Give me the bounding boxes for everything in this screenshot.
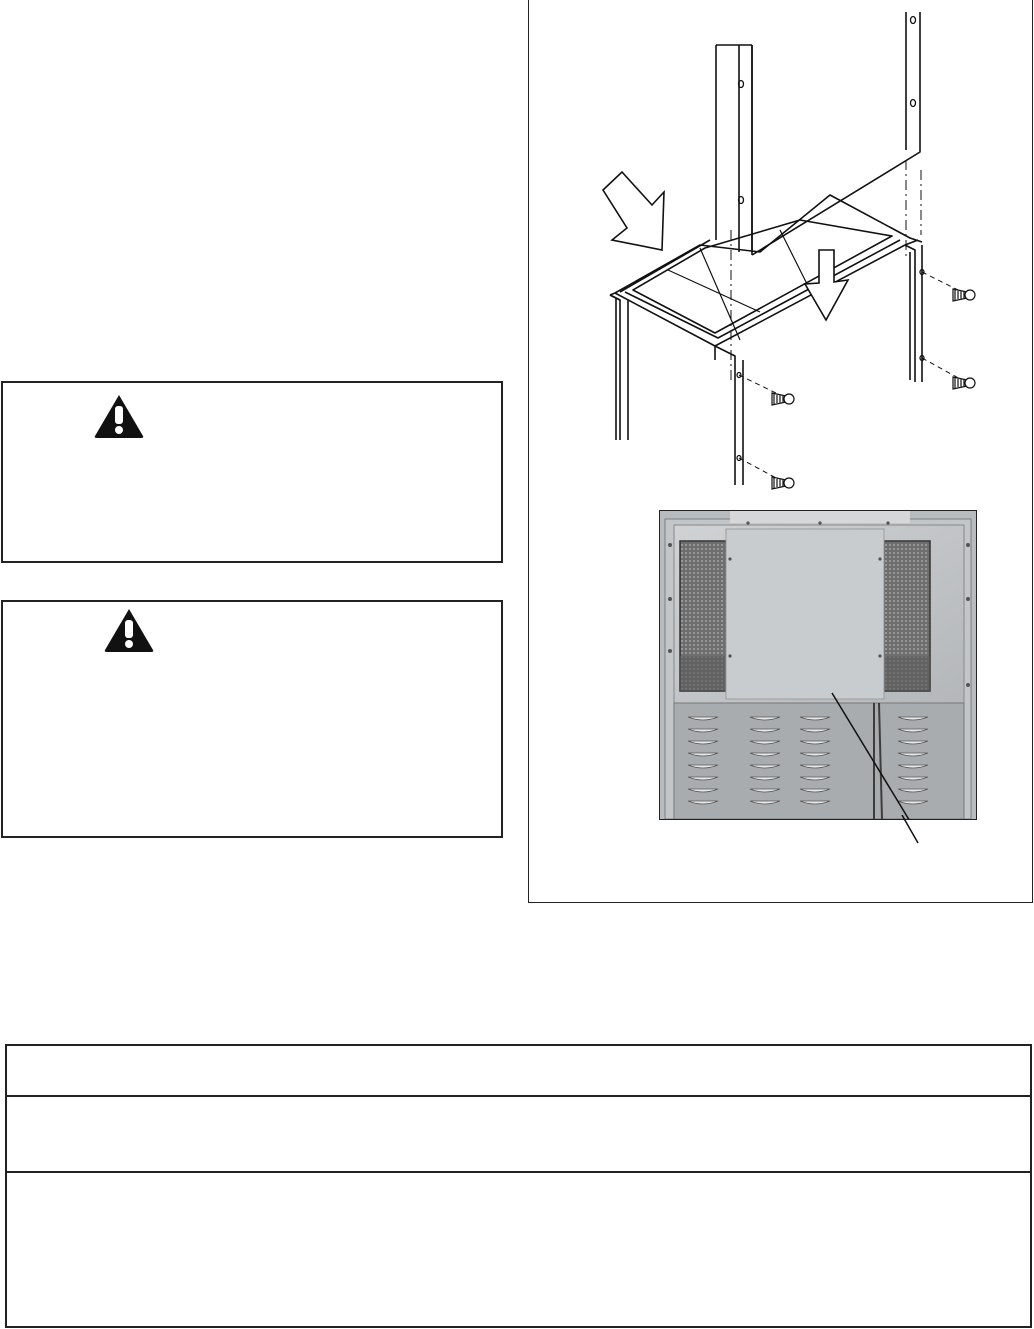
warning-triangle-icon xyxy=(93,393,145,439)
leader-line xyxy=(900,815,930,845)
duct-transition-drawing xyxy=(560,5,1020,495)
filter-panel-illustration xyxy=(660,511,977,820)
arrow-diagonal-icon xyxy=(603,172,664,250)
warning-triangle-icon xyxy=(103,607,155,653)
table-row-divider-2 xyxy=(7,1171,1030,1173)
filter-panel-photo xyxy=(659,510,977,820)
warning-box-2 xyxy=(1,600,503,838)
bottom-table xyxy=(5,1044,1032,1328)
arrow-down-icon xyxy=(805,250,848,320)
warning-box-1 xyxy=(1,381,503,563)
table-row-divider-1 xyxy=(7,1095,1030,1097)
